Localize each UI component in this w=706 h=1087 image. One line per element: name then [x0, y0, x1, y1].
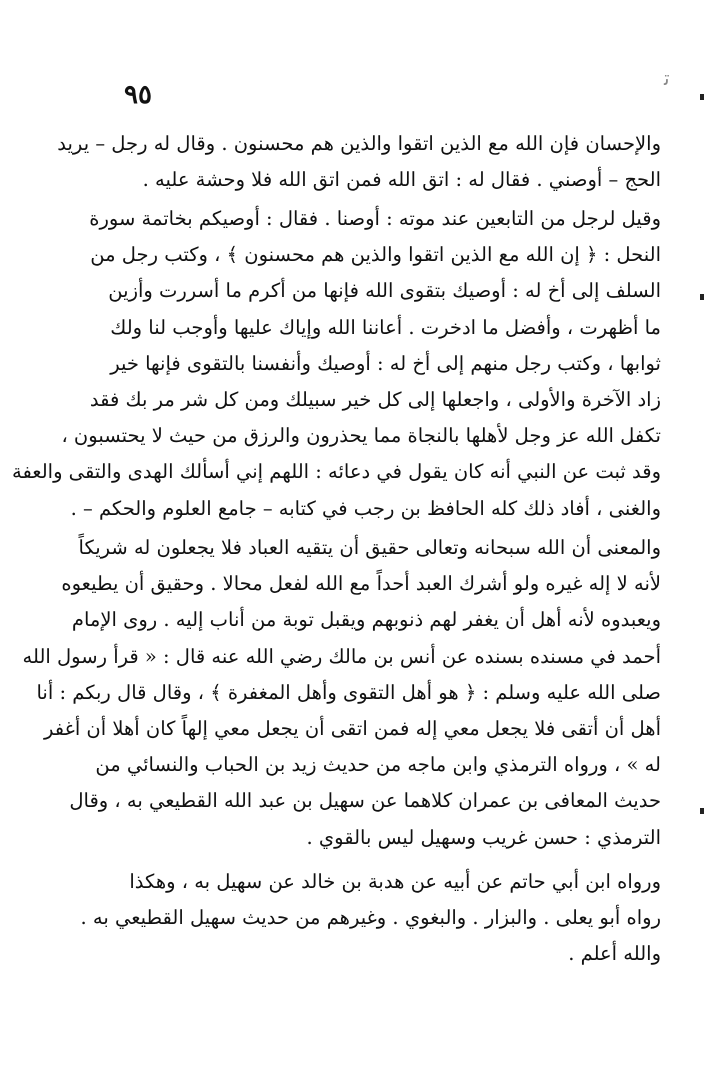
- text-line: والغنى ، أفاد ذلك كله الحافظ بن رجب في كتابه – جامع العلوم والحكم – .: [70, 496, 661, 520]
- text-line: لأنه لا إله غيره ولو أشرك العبد أحداً مع الله لفعل محالا . وحقيق أن يطيعوه: [61, 572, 661, 596]
- text-line: صلى الله عليه وسلم : ﴿ هو أهل التقوى وأهل المغفرة ﴾ ، وقال قال ربكم : أنا: [36, 680, 661, 704]
- text-line: تكفل الله عز وجل لأهلها بالنجاة مما يحذرون والرزق من حيث لا يحتسبون ،: [61, 424, 661, 448]
- text-line: رواه أبو يعلى . والبزار . والبغوي . وغيرهم من حديث سهيل القطيعي به .: [80, 906, 661, 930]
- text-line: ثوابها ، وكتب رجل منهم إلى أخ له : أوصيك وأنفسنا بالتقوى فإنها خير: [110, 351, 661, 375]
- text-line: ورواه ابن أبي حاتم عن أبيه عن هدبة بن خالد عن سهيل به ، وهكذا: [129, 870, 661, 893]
- text-line: الترمذي : حسن غريب وسهيل ليس بالقوي .: [306, 825, 661, 849]
- text-line: له » ، ورواه الترمذي وابن ماجه من حديث زيد بن الحباب والنسائي من: [95, 753, 661, 777]
- paragraph-4: [80, 864, 661, 973]
- text-line: وقد ثبت عن النبي أنه كان يقول في دعائه : اللهم إني أسألك الهدى والتقى والعفة: [11, 460, 661, 484]
- text-line: أهل أن أتقى فلا يجعل معي إله فمن اتقى أن يجعل معي إلهاً كان أهلا أن أغفر: [44, 717, 661, 741]
- scan-edge-mark: [700, 94, 704, 100]
- text-line: زاد الآخرة والأولى ، واجعلها إلى كل خير سبيلك ومن كل شر مر بك فقد: [89, 388, 661, 412]
- text-line: والله أعلم .: [568, 942, 661, 966]
- text-line: ويعبدوه لأنه أهل أن يغفر لهم ذنوبهم ويقبل توبة من أناب إليه . روى الإمام: [71, 608, 661, 632]
- scan-edge-mark: [700, 294, 704, 300]
- text-line: الحج – أوصني . فقال له : اتق الله فمن اتق الله فلا وحشة عليه .: [142, 168, 661, 192]
- paragraph-2: [11, 201, 661, 527]
- text-line: النحل : ﴿ إن الله مع الذين اتقوا والذين هم محسنون ﴾ ، وكتب رجل من: [90, 243, 661, 267]
- text-line: والمعنى أن الله سبحانه وتعالى حقيق أن يتقيه العباد فلا يجعلون له شريكاً: [78, 536, 661, 559]
- text-line: حديث المعافى بن عمران كلاهما عن سهيل بن عبد الله القطيعي به ، وقال: [69, 789, 661, 813]
- text-line: وقيل لرجل من التابعين عند موته : أوصنا . فقال : أوصيكم بخاتمة سورة: [89, 207, 661, 230]
- text-line: السلف إلى أخ له : أوصيك بتقوى الله فإنها من أكرم ما أسررت وأزين: [108, 279, 661, 303]
- margin-mark: ﺗ: [664, 66, 670, 90]
- scan-edge-mark: [700, 808, 704, 814]
- paragraph-1: [57, 126, 661, 198]
- paragraph-3: [22, 530, 661, 856]
- text-line: والإحسان فإن الله مع الذين اتقوا والذين هم محسنون . وقال له رجل – يريد: [57, 132, 661, 155]
- text-line: أحمد في مسنده بسنده عن أنس بن مالك رضي الله عنه قال : « قرأ رسول الله: [22, 644, 661, 668]
- text-line: ما أظهرت ، وأفضل ما ادخرت . أعاننا الله وإياك عليها وأوجب لنا ولك: [110, 315, 661, 339]
- page-number: ٩٥: [124, 80, 152, 110]
